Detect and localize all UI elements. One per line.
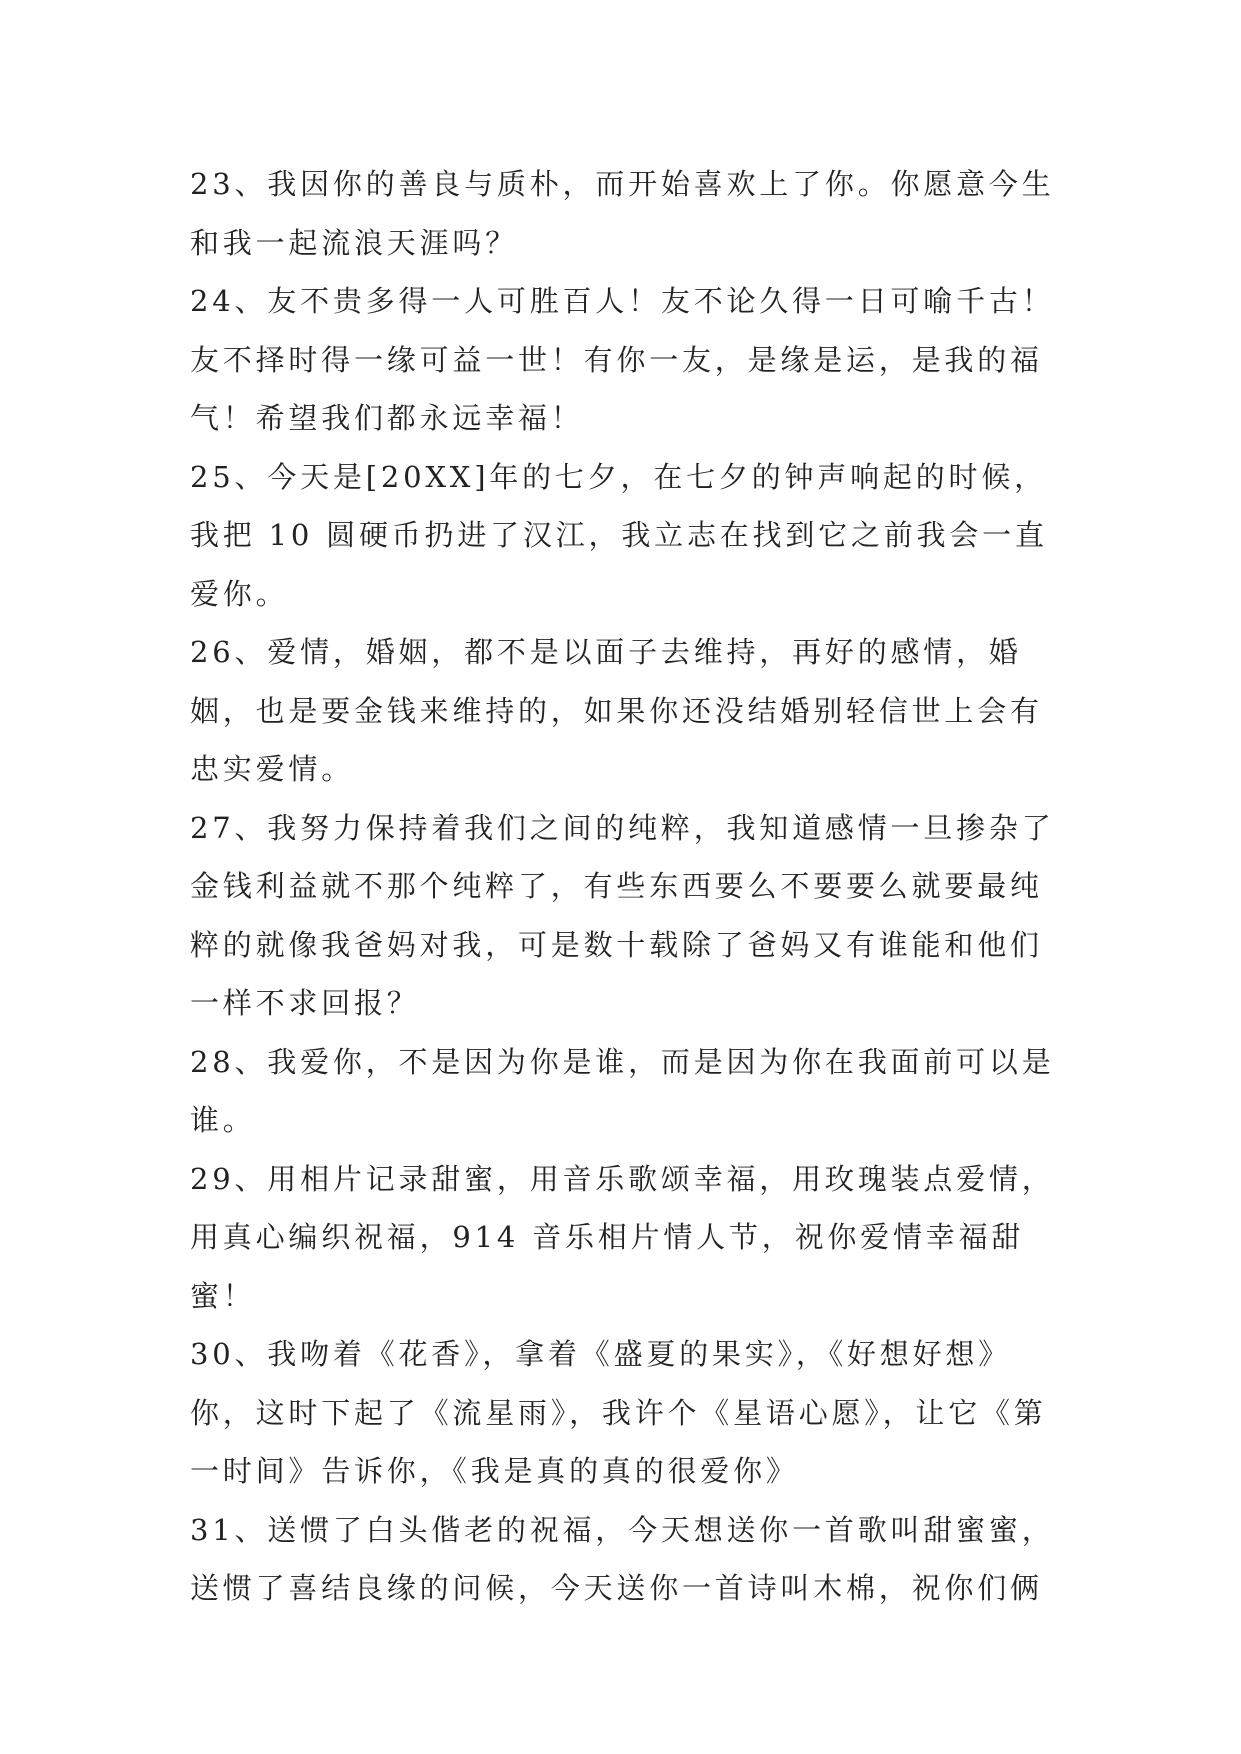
list-item: 24、友不贵多得一人可胜百人！友不论久得一日可喻千古！友不择时得一缘可益一世！有你一友，是缘是运，是我的福气！希望我们都永远幸福！	[190, 284, 1055, 435]
document-body	[190, 155, 1060, 1618]
list-item: 25、今天是[20XX]年的七夕，在七夕的钟声响起的时候，我把 10 圆硬币扔进了汉江，我立志在找到它之前我会一直爱你。	[190, 459, 1048, 611]
list-item: 26、爱情，婚姻，都不是以面子去维持，再好的感情，婚姻，也是要金钱来维持的，如果你还没结婚别轻信世上会有忠实爱情。	[190, 635, 1043, 786]
list-item: 29、用相片记录甜蜜，用音乐歌颂幸福，用玫瑰装点爱情，用真心编织祝福，914 音乐相片情人节，祝你爱情幸福甜蜜！	[190, 1161, 1055, 1313]
list-item: 27、我努力保持着我们之间的纯粹，我知道感情一旦掺杂了金钱利益就不那个纯粹了，有些东西要么不要要么就要最纯粹的就像我爸妈对我，可是数十载除了爸妈又有谁能和他们一样不求回报？	[190, 810, 1055, 1020]
list-item: 30、我吻着《花香》，拿着《盛夏的果实》，《好想好想》你，这时下起了《流星雨》，我许个《星语心愿》，让它《第一时间》告诉你，《我是真的真的很爱你》	[190, 1337, 1047, 1488]
list-item: 31、送惯了白头偕老的祝福，今天想送你一首歌叫甜蜜蜜，送惯了喜结良缘的问候，今天送你一首诗叫木棉，祝你们俩	[190, 1512, 1055, 1605]
list-item: 28、我爱你，不是因为你是谁，而是因为你在我面前可以是谁。	[190, 1044, 1055, 1137]
list-item: 23、我因你的善良与质朴，而开始喜欢上了你。你愿意今生和我一起流浪天涯吗？	[190, 167, 1055, 260]
